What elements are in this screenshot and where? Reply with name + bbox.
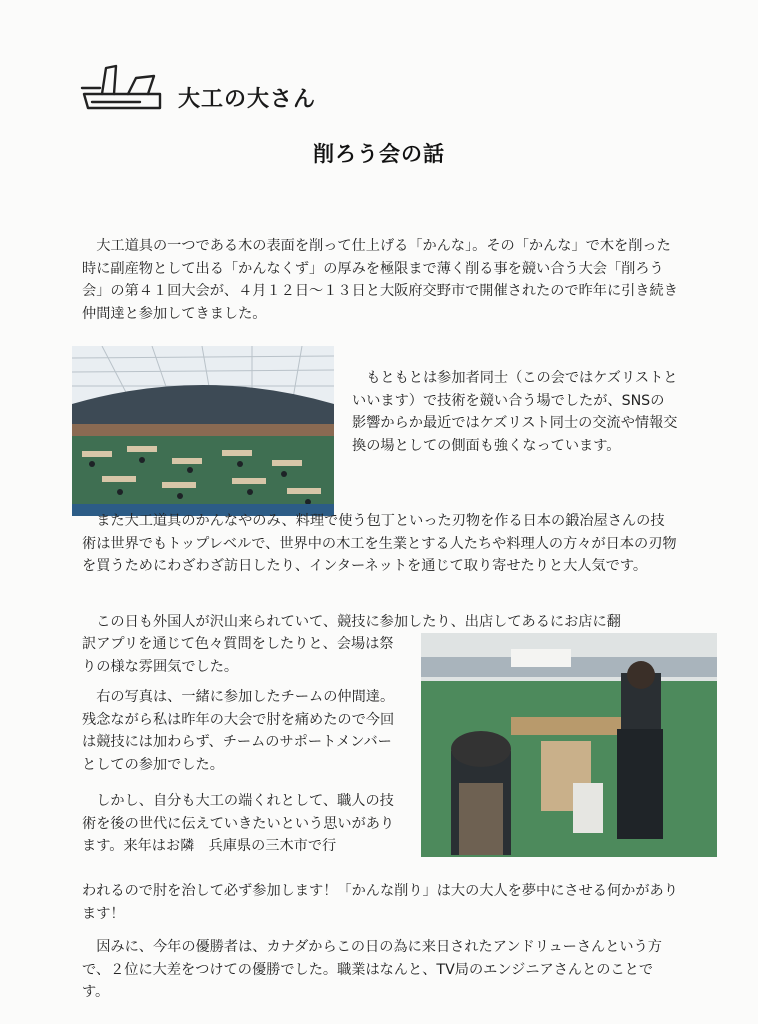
foreigners-paragraph-line2: 訳アプリを通じて色々質問をしたりと、会場は祭りの様な雰囲気でした。 <box>82 636 394 675</box>
intro-paragraph: 大工道具の一つである木の表面を削って仕上げる「かんな」。その「かんな」で木を削った時に副産物として出る「かんなくず」の厚みを極限まで薄く削る事を競い合う大会「削ろう会」の第４１回大会が、４月１２日～１３日と大阪府交野市で開催されたので昨年に引き続き仲間達と参加してきました。 <box>82 238 678 322</box>
foreigners-paragraph-line1: この日も外国人が沢山来られていて、競技に参加したり、出店してあるにお店に翻 <box>82 614 621 630</box>
future-paragraph-line2: われるので肘を治して必ず参加します！「かんな削り」は大の大人を夢中にさせる何かがあります！ <box>82 883 678 922</box>
winner-paragraph: 因みに、今年の優勝者は、カナダからこの日の為に来日されたアンドリューさんという方で、２位に大差をつけての優勝でした。職業はなんと、TV局のエンジニアさんとのことです。 <box>82 939 662 1000</box>
arena-photo <box>72 346 334 516</box>
team-paragraph: 右の写真は、一緒に参加したチームの仲間達。残念ながら私は昨年の大会で肘を痛めたので今回は競技には加わらず、チームのサポートメンバーとしての参加でした。 <box>82 689 395 773</box>
column-header <box>80 58 340 118</box>
team-photo <box>421 633 717 857</box>
column-title: 大工の大さん <box>178 87 317 112</box>
hand-plane-icon <box>80 58 164 114</box>
origins-paragraph: もともとは参加者同士（この会ではケズリストといいます）で技術を競い合う場でしたが、SNSの影響からか最近ではケズリスト同士の交流や情報交換の場としての側面も強くなっています。 <box>352 370 678 454</box>
article-title: 削ろう会の話 <box>313 142 445 166</box>
future-paragraph-line1: しかし、自分も大工の端くれとして、職人の技術を後の世代に伝えていきたいという思いがあります。来年はお隣 兵庫県の三木市で行 <box>82 793 395 854</box>
tools-paragraph: また大工道具のかんなやのみ、料理で使う包丁といった刃物を作る日本の鍛冶屋さんの技術は世界でもトップレベルで、世界中の木工を生業とする人たちや料理人の方々が日本の刃物を買うためにわざわざ訪日したり、インターネットを通じて取り寄せたりと大人気です。 <box>82 513 677 574</box>
